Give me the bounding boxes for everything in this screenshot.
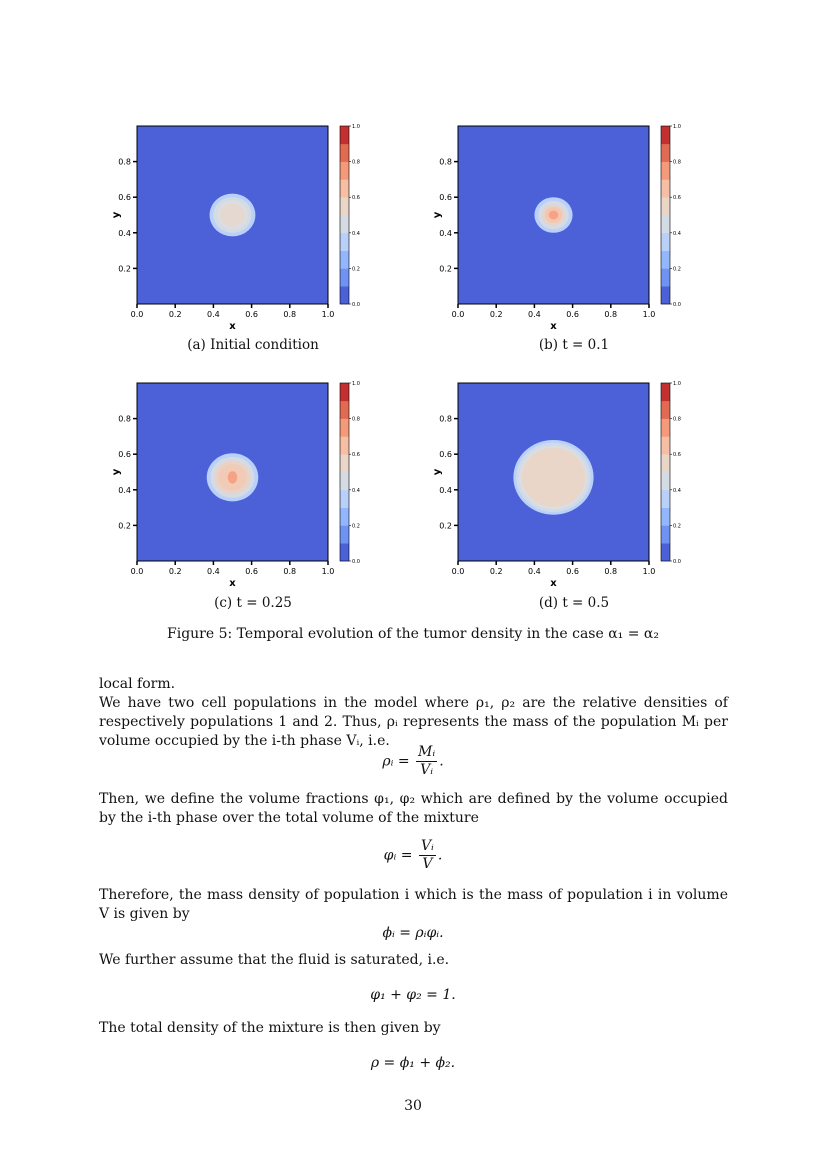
colorbar-segment <box>340 268 349 286</box>
eq1-frac <box>416 744 437 779</box>
y-tick-label: 0.6 <box>439 193 452 203</box>
paragraph-5: The total density of the mixture is then given by <box>99 1020 441 1036</box>
colorbar-segment <box>340 383 349 401</box>
colorbar-tick-label: 0.2 <box>673 523 681 530</box>
colorbar-tick-label: 0.4 <box>673 230 681 237</box>
y-tick-label: 0.8 <box>439 157 452 167</box>
colorbar-tick-label: 0.8 <box>352 159 360 166</box>
y-axis-label: y <box>111 211 122 219</box>
y-tick-label: 0.6 <box>439 450 452 460</box>
y-tick-label: 0.2 <box>439 264 452 274</box>
y-axis-label: y <box>111 468 122 476</box>
page-number: 30 <box>404 1098 422 1114</box>
colorbar-tick-label: 0.0 <box>352 302 360 308</box>
x-tick-label: 1.0 <box>642 567 656 576</box>
x-tick-label: 0.8 <box>604 567 618 576</box>
paragraph-3: Therefore, the mass density of population i which is the mass of population i in volume V is given by <box>99 887 728 922</box>
x-tick-label: 0.8 <box>283 567 297 576</box>
panel-a <box>105 120 405 350</box>
x-tick-label: 0.0 <box>130 567 144 576</box>
x-axis-label: x <box>550 321 557 332</box>
equation-2: φᵢ = $\frac{\text{Vᵢ}}{V}$ . <box>383 838 443 872</box>
x-tick-label: 0.4 <box>207 310 220 319</box>
x-tick-label: 0.8 <box>283 310 297 319</box>
colorbar-segment <box>340 419 349 437</box>
x-tick-label: 1.0 <box>642 310 656 319</box>
paragraph-0: local form. <box>99 676 176 692</box>
y-tick-label: 0.2 <box>118 521 131 531</box>
eq2-den: V <box>422 856 433 872</box>
eq1-lhs: ρᵢ = <box>382 753 410 770</box>
colorbar-segment <box>340 472 349 490</box>
colorbar-segment <box>340 454 349 472</box>
eq2-num: Vᵢ <box>420 838 434 854</box>
colorbar-tick-label: 0.2 <box>673 266 681 273</box>
colorbar-segment <box>661 144 670 162</box>
colorbar-tick-label: 1.0 <box>673 124 681 130</box>
colorbar-tick-label: 0.4 <box>352 230 360 237</box>
colorbar-tick-label: 1.0 <box>352 381 360 387</box>
x-tick-label: 1.0 <box>321 310 335 319</box>
x-tick-label: 0.4 <box>528 310 541 319</box>
paragraph-1: We have two cell populations in the model where ρ₁, ρ₂ are the relative densities of respectively populations 1 and 2. Thus, ρᵢ represents the mass of the population Mᵢ per volume occupied by the i-th phase Vᵢ, i.e. <box>99 695 728 749</box>
x-tick-label: 0.4 <box>207 567 220 576</box>
y-tick-label: 0.4 <box>439 485 452 495</box>
x-tick-label: 0.0 <box>451 567 465 576</box>
x-tick-label: 0.2 <box>489 310 503 319</box>
colorbar-tick-label: 0.8 <box>352 416 360 423</box>
colorbar-segment <box>661 286 670 304</box>
colorbar-segment <box>661 472 670 490</box>
colorbar-segment <box>340 251 349 269</box>
colorbar-segment <box>661 383 670 401</box>
caption-a: (a) Initial condition <box>187 337 319 353</box>
x-axis-label: x <box>229 321 236 332</box>
x-tick-label: 0.2 <box>168 567 182 576</box>
colorbar-tick-label: 0.2 <box>352 523 360 530</box>
y-tick-label: 0.8 <box>439 414 452 424</box>
y-tick-label: 0.8 <box>118 157 131 167</box>
caption-b: (b) t = 0.1 <box>538 337 610 353</box>
density-contour <box>522 448 585 507</box>
panel-c <box>105 377 405 607</box>
y-axis-label: y <box>432 468 443 476</box>
colorbar-segment <box>340 525 349 543</box>
colorbar-segment <box>661 490 670 508</box>
colorbar-tick-label: 0.8 <box>673 159 681 166</box>
x-tick-label: 0.2 <box>489 567 503 576</box>
x-axis-label: x <box>550 578 557 589</box>
panel-d <box>426 377 726 607</box>
eq2-frac <box>419 838 436 873</box>
colorbar-segment <box>661 508 670 526</box>
x-tick-label: 0.8 <box>604 310 618 319</box>
paragraph-2: Then, we define the volume fractions φ₁, φ₂ which are defined by the volume occupied by the i-th phase over the total volume of the mixture <box>99 791 728 826</box>
paragraph-4: We further assume that the fluid is saturated, i.e. <box>99 952 450 968</box>
caption-c: (c) t = 0.25 <box>214 595 292 611</box>
colorbar-tick-label: 0.6 <box>352 452 360 459</box>
colorbar-segment <box>340 401 349 419</box>
y-tick-label: 0.6 <box>118 193 131 203</box>
eq1-num: Mᵢ <box>418 744 436 760</box>
caption-d: (d) t = 0.5 <box>538 595 610 611</box>
equation-4: φ₁ + φ₂ = 1. <box>370 987 456 1003</box>
colorbar-tick-label: 0.6 <box>352 195 360 202</box>
colorbar-segment <box>340 162 349 180</box>
colorbar-segment <box>661 179 670 197</box>
figure-caption: Figure 5: Temporal evolution of the tumor density in the case α₁ = α₂ <box>167 626 659 642</box>
colorbar-segment <box>661 251 670 269</box>
heatmap-d <box>426 377 726 607</box>
x-tick-label: 0.0 <box>130 310 144 319</box>
heatmap-b <box>426 120 726 350</box>
density-core <box>549 211 559 220</box>
eq2-lhs: φᵢ = <box>383 847 413 864</box>
density-contour <box>220 203 245 226</box>
colorbar-segment <box>661 436 670 454</box>
eq1-den: Vᵢ <box>420 762 434 778</box>
y-tick-label: 0.4 <box>118 228 131 238</box>
colorbar-segment <box>340 436 349 454</box>
x-axis-label: x <box>229 578 236 589</box>
equation-5: ρ = ϕ₁ + ϕ₂. <box>370 1055 456 1071</box>
equation-3: ϕᵢ = ρᵢφᵢ. <box>382 925 444 941</box>
colorbar-tick-label: 0.6 <box>673 452 681 459</box>
x-tick-label: 0.0 <box>451 310 465 319</box>
colorbar-segment <box>340 144 349 162</box>
colorbar-segment <box>661 419 670 437</box>
colorbar-segment <box>661 525 670 543</box>
colorbar-segment <box>340 126 349 144</box>
y-tick-label: 0.6 <box>118 450 131 460</box>
colorbar-segment <box>661 401 670 419</box>
colorbar-segment <box>661 126 670 144</box>
colorbar-segment <box>661 268 670 286</box>
colorbar-tick-label: 0.0 <box>352 559 360 565</box>
x-tick-label: 0.2 <box>168 310 182 319</box>
colorbar-tick-label: 1.0 <box>673 381 681 387</box>
colorbar-segment <box>340 508 349 526</box>
x-tick-label: 0.6 <box>245 567 258 576</box>
colorbar-segment <box>340 233 349 251</box>
colorbar-segment <box>340 197 349 215</box>
heatmap-c <box>105 377 405 607</box>
y-axis-label: y <box>432 211 443 219</box>
colorbar-tick-label: 1.0 <box>352 124 360 130</box>
colorbar-segment <box>661 197 670 215</box>
equation-1: ρᵢ = $\frac{\text{Mᵢ}}{\text{Vᵢ}}$ . <box>382 744 444 778</box>
y-tick-label: 0.4 <box>439 228 452 238</box>
y-tick-label: 0.2 <box>118 264 131 274</box>
x-tick-label: 1.0 <box>321 567 335 576</box>
x-tick-label: 0.6 <box>566 567 579 576</box>
colorbar-segment <box>661 543 670 561</box>
colorbar-segment <box>340 543 349 561</box>
colorbar-tick-label: 0.0 <box>673 302 681 308</box>
heatmap-a <box>105 120 405 350</box>
colorbar-segment <box>661 454 670 472</box>
colorbar-segment <box>661 215 670 233</box>
colorbar-segment <box>661 162 670 180</box>
y-tick-label: 0.8 <box>118 414 131 424</box>
colorbar-tick-label: 0.2 <box>352 266 360 273</box>
colorbar-tick-label: 0.8 <box>673 416 681 423</box>
y-tick-label: 0.2 <box>439 521 452 531</box>
density-core <box>228 471 238 483</box>
colorbar-segment <box>340 490 349 508</box>
colorbar-segment <box>661 233 670 251</box>
panel-b <box>426 120 726 350</box>
colorbar-segment <box>340 286 349 304</box>
colorbar-tick-label: 0.6 <box>673 195 681 202</box>
colorbar-tick-label: 0.4 <box>352 487 360 494</box>
x-tick-label: 0.4 <box>528 567 541 576</box>
colorbar-segment <box>340 179 349 197</box>
x-tick-label: 0.6 <box>566 310 579 319</box>
colorbar-tick-label: 0.4 <box>673 487 681 494</box>
colorbar-tick-label: 0.0 <box>673 559 681 565</box>
colorbar-segment <box>340 215 349 233</box>
x-tick-label: 0.6 <box>245 310 258 319</box>
y-tick-label: 0.4 <box>118 485 131 495</box>
